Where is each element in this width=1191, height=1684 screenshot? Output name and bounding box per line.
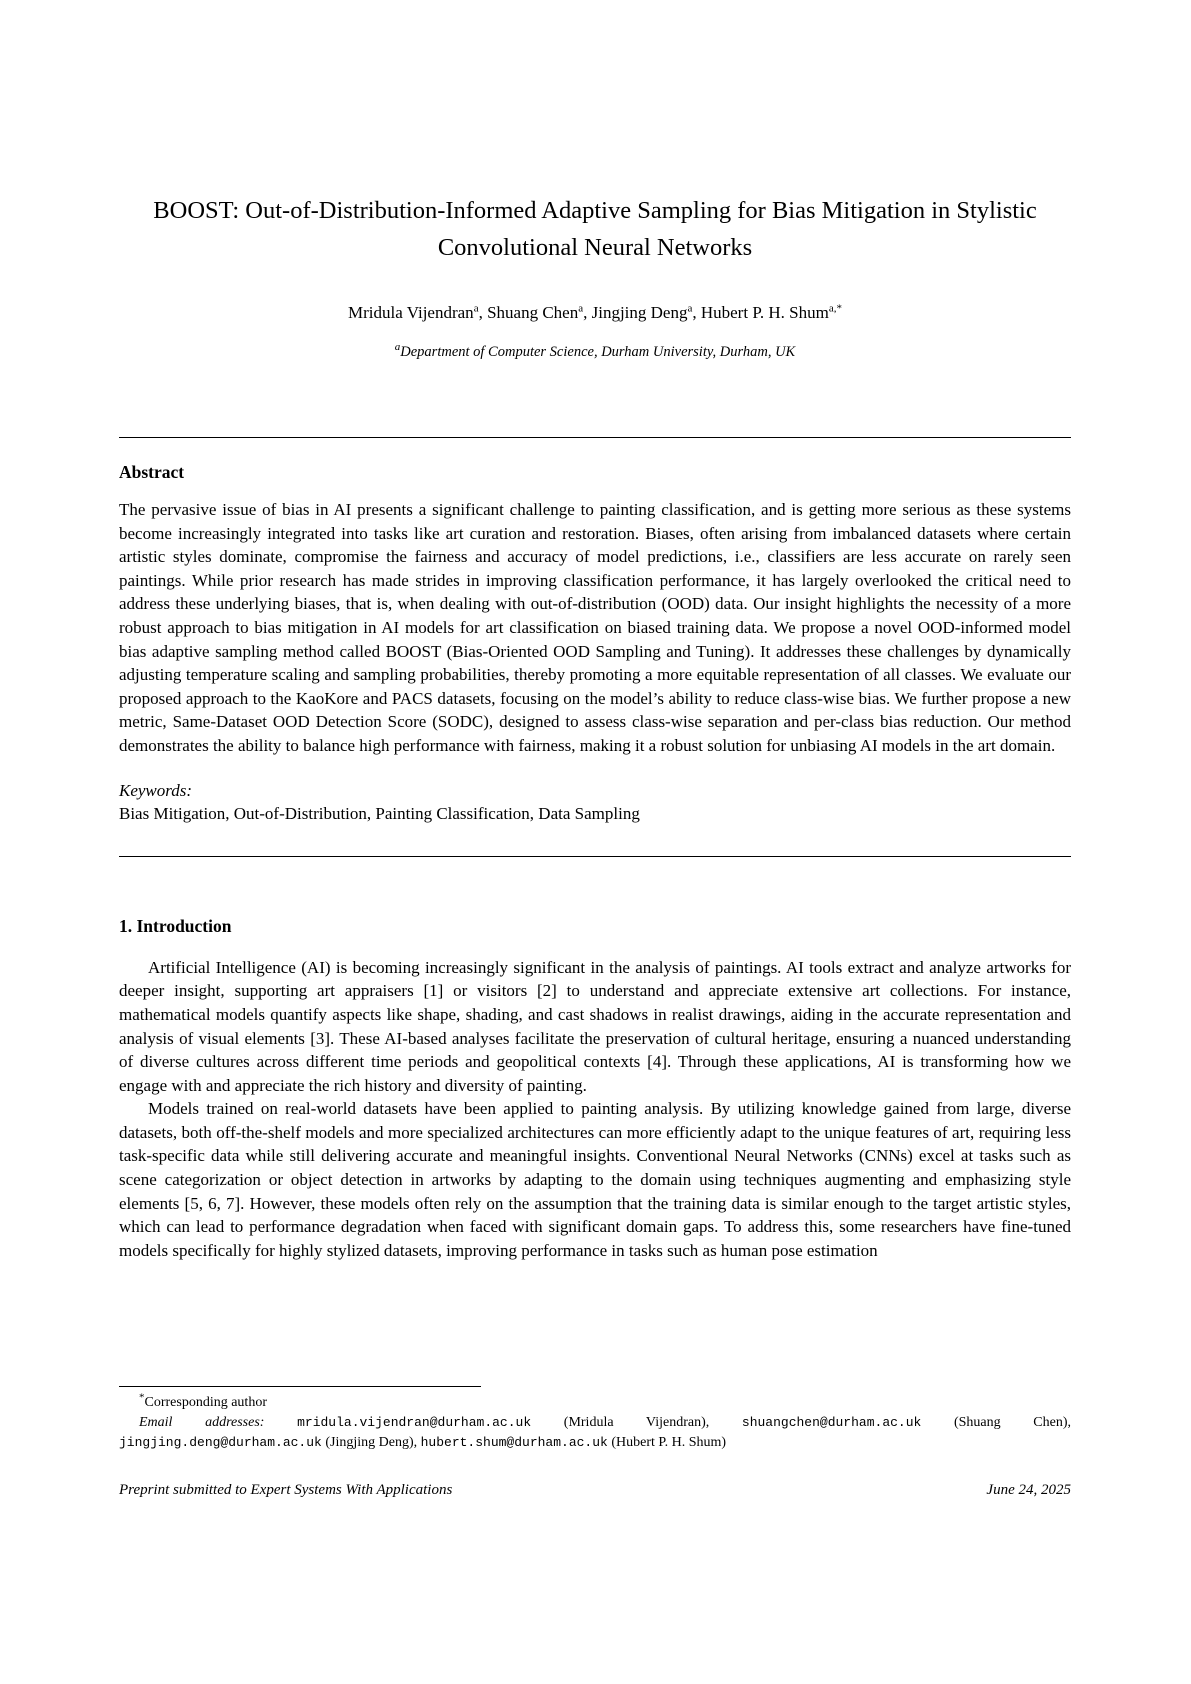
keywords-label: Keywords: [119, 780, 193, 800]
submission-date: June 24, 2025 [986, 1482, 1071, 1498]
corresponding-author-note [119, 1393, 1071, 1413]
preprint-submission-note: Preprint submitted to Expert Systems With Applications [119, 1482, 453, 1498]
page-footer [119, 1482, 1071, 1499]
author-name: Hubert P. H. Shum$^{a,*}$ [700, 302, 842, 322]
keywords-list: Bias Mitigation, Out-of-Distribution, Painting Classification, Data Sampling [119, 804, 640, 824]
email-addresses-note: Email addresses: mridula.vijendran@durham.ac.uk (Mridula Vijendran), shuangchen@durham.ac.uk (Shuang Chen), jingjing.deng@durham.ac.uk (Jingjing Deng), hubert.shum@durham.ac.uk (Hubert P. H. Shum) [119, 1415, 1071, 1450]
email-address: shuangchen@durham.ac.uk [741, 1415, 922, 1430]
footnote-marker: * [139, 1391, 145, 1404]
author-name: Jingjing Deng$^a$ [591, 302, 693, 322]
intro-paragraph-2: Models trained on real-world datasets have been applied to painting analysis. By utilizing knowledge gained from large, diverse datasets, both off-the-shelf models and more specialized architectures can more efficiently adapt to the unique features of art, requiring less task-specific data while still delivering accurate and meaningful insights. Conventional Neural Networks (CNNs) excel at tasks such as scene categorization or object detection in artworks by adapting to the domain using techniques augmenting and emphasizing style elements [5, 6, 7]. However, these models often rely on the assumption that the training data is similar enough to the target artistic styles, which can lead to performance degradation when faced with significant domain gaps. To address this, some researchers have fine-tuned models specifically for highly stylized datasets, improving performance in tasks such as human pose estimation [119, 1099, 1071, 1260]
paper-title: BOOST: Out-of-Distribution-Informed Adaptive Sampling for Bias Mitigation in Stylistic Convolutional Neural Networks [153, 197, 1037, 261]
email-address: hubert.shum@durham.ac.uk [420, 1435, 608, 1450]
abstract-heading: Abstract [119, 462, 185, 482]
affiliation [119, 341, 1071, 361]
corresponding-author-text: Corresponding author [144, 1395, 267, 1410]
abstract-top-divider [119, 437, 1071, 438]
footnote-rule [119, 1386, 481, 1387]
intro-paragraph-1: Artificial Intelligence (AI) is becoming increasingly significant in the analysis of paintings. AI tools extract and analyze artworks for deeper insight, supporting art appraisers [1] or visitors [2] to understand and appreciate extensive art collections. For instance, mathematical models quantify aspects like shape, shading, and cast shadows in realist drawings, aiding in the accurate representation and analysis of visual elements [3]. These AI-based analyses facilitate the preservation of cultural heritage, ensuring a nuanced understanding of diverse cultures across different time periods and geopolitical contexts [4]. Through these applications, AI is transforming how we engage with and appreciate the rich history and diversity of painting. [119, 957, 1071, 1095]
footnote-block [119, 1386, 1071, 1453]
section-heading-introduction: 1. Introduction [119, 915, 232, 936]
author-name: Mridula Vijendran$^a$ [348, 302, 479, 322]
abstract-bottom-divider [119, 856, 1071, 857]
author-line: Mridula Vijendran$^a$, Shuang Chen$^a$, Jingjing Deng$^a$, Hubert P. H. Shum$^{a,*}$ [348, 302, 842, 322]
email-address: mridula.vijendran@durham.ac.uk [297, 1415, 532, 1430]
author-name: Shuang Chen$^a$ [487, 302, 584, 322]
email-address: jingjing.deng@durham.ac.uk [119, 1435, 322, 1450]
email-addresses-label: Email addresses: [139, 1415, 265, 1430]
affiliation-text: Department of Computer Science, Durham University, Durham, UK [400, 344, 796, 360]
affiliation-superscript: a [394, 341, 401, 354]
abstract-text: The pervasive issue of bias in AI presents a significant challenge to painting classification, and is getting more serious as these systems become increasingly integrated into tasks like art curation and restoration. Biases, often arising from imbalanced datasets where certain artistic styles dominate, compromise the fairness and accuracy of model predictions, i.e., classifiers are less accurate on rarely seen paintings. While prior research has made strides in improving classification performance, it has largely overlooked the critical need to address these underlying biases, that is, when dealing with out-of-distribution (OOD) data. Our insight highlights the necessity of a more robust approach to bias mitigation in AI models for art classification on biased training data. We propose a novel OOD-informed model bias adaptive sampling method called BOOST (Bias-Oriented OOD Sampling and Tuning). It addresses these challenges by dynamically adjusting temperature scaling and sampling probabilities, thereby promoting a more equitable representation of all classes. We evaluate our proposed approach to the KaoKore and PACS datasets, focusing on the model’s ability to reduce class-wise bias. We further propose a new metric, Same-Dataset OOD Detection Score (SODC), designed to assess class-wise separation and per-class bias reduction. Our method demonstrates the ability to balance high performance with fairness, making it a robust solution for unbiasing AI models in the art domain. [119, 500, 1071, 755]
